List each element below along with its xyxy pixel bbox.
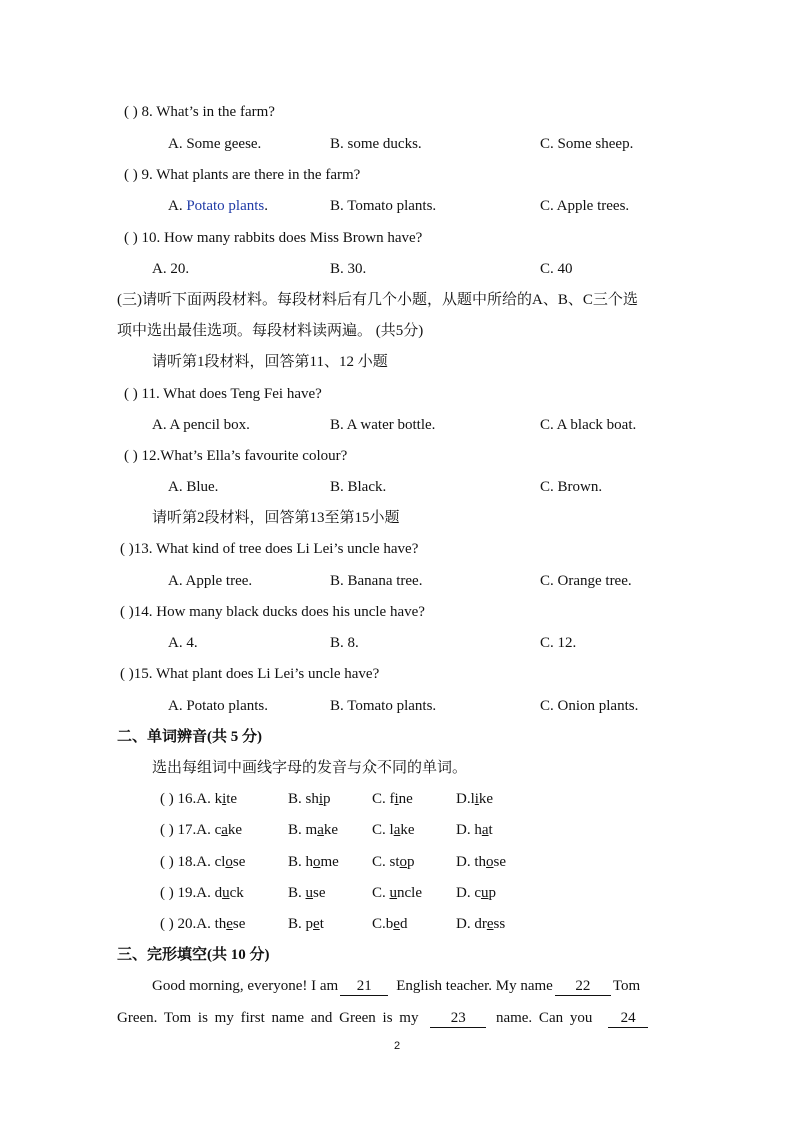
option-a[interactable]: A. Blue. — [168, 479, 219, 495]
underlined-letter: i — [474, 791, 479, 807]
cloze-blank-21[interactable]: 21 — [340, 977, 388, 996]
word-part: C.b — [372, 916, 394, 933]
phonics-option[interactable] — [372, 820, 415, 840]
underlined-letter: u — [222, 884, 230, 901]
question-number: 10. — [141, 230, 161, 246]
underlined-letter: e — [313, 916, 320, 933]
question-number: 9. — [141, 167, 153, 183]
cloze-text: Tom — [612, 978, 641, 994]
word-part: se — [232, 853, 246, 870]
phonics-word[interactable] — [288, 885, 326, 901]
underlined-letter: i — [222, 791, 227, 807]
phonics-word[interactable] — [196, 916, 245, 932]
phonics-row — [160, 883, 244, 903]
phonics-option[interactable] — [288, 914, 324, 934]
page-number: 2 — [393, 1040, 401, 1052]
underlined-letter: i — [394, 791, 399, 807]
question-text: 14. How many black ducks does his uncle have? — [133, 604, 425, 620]
answer-paren[interactable]: ( ) — [120, 666, 134, 682]
phonics-word[interactable] — [196, 854, 245, 870]
phonics-word[interactable] — [372, 822, 415, 838]
word-part: p — [407, 853, 415, 870]
cloze-line-1 — [152, 976, 640, 996]
question-12 — [124, 446, 347, 466]
option-c[interactable]: C. Brown. — [540, 479, 603, 495]
question-11 — [124, 384, 322, 404]
phonics-word[interactable] — [288, 791, 331, 807]
answer-paren[interactable]: ( ) — [124, 386, 142, 402]
word-part: ncle — [397, 884, 422, 901]
word-part: C. st — [372, 853, 400, 870]
option-b[interactable]: B. Tomato plants. — [330, 198, 437, 214]
underlined-letter: o — [399, 853, 408, 870]
question-13 — [120, 539, 418, 559]
word-part: A. th — [196, 916, 227, 933]
question-text: 12.What’s Ella’s favourite colour? — [141, 448, 348, 464]
underlined-letter: i — [318, 791, 324, 807]
phonics-row — [160, 789, 237, 809]
option-tail: . — [264, 198, 269, 214]
option-a[interactable]: A. A pencil box. — [152, 417, 250, 433]
option-c[interactable]: C. Some sheep. — [540, 136, 634, 152]
word-part: te — [226, 791, 238, 807]
phonics-word[interactable] — [288, 916, 324, 932]
word-part: t — [488, 822, 493, 839]
answer-paren[interactable]: ( ) — [160, 822, 178, 839]
phonics-word[interactable] — [372, 791, 413, 807]
option-c[interactable]: C. A black boat. — [540, 417, 637, 433]
phonics-word[interactable] — [456, 854, 506, 870]
option-a[interactable]: A. Apple tree. — [168, 573, 253, 589]
part3-heading-line1: (三)请听下面两段材料。每段材料后有几个小题，从题中所给的A、B、C三个选 — [117, 292, 638, 308]
question-text: 13. What kind of tree does Li Lei’s uncle have? — [133, 541, 419, 557]
word-part: B. — [288, 884, 306, 901]
phonics-option[interactable] — [456, 883, 496, 903]
answer-paren[interactable]: ( ) — [160, 791, 178, 807]
word-part: D.l — [456, 791, 475, 807]
word-part: ss — [493, 916, 506, 933]
word-part: ke — [323, 822, 339, 839]
word-part: ck — [229, 884, 244, 901]
phonics-option[interactable] — [456, 852, 506, 872]
question-14 — [120, 602, 425, 622]
option-letter: A. — [168, 198, 187, 214]
cloze-text: name. Can you — [495, 1010, 593, 1026]
answer-paren[interactable]: ( ) — [124, 230, 142, 246]
question-number: 17. — [177, 822, 197, 839]
answer-paren[interactable]: ( ) — [120, 604, 134, 620]
answer-paren[interactable]: ( ) — [124, 104, 142, 120]
phonics-word[interactable] — [456, 791, 493, 807]
cloze-text: English teacher. My name — [396, 978, 553, 994]
underlined-letter: a — [221, 822, 228, 839]
word-part: B. sh — [288, 791, 319, 807]
question-8 — [124, 102, 275, 122]
word-part: A. cl — [196, 853, 226, 870]
phonics-row — [160, 852, 245, 872]
phonics-word[interactable] — [372, 854, 415, 870]
option-a[interactable]: A. Some geese. — [168, 136, 262, 152]
phonics-word[interactable] — [196, 885, 244, 901]
cloze-text: Good morning, everyone! I am — [152, 978, 339, 994]
answer-paren[interactable]: ( ) — [124, 448, 142, 464]
option-b[interactable]: B. Tomato plants. — [330, 698, 437, 714]
word-part: p — [323, 791, 331, 807]
cloze-blank-22[interactable]: 22 — [555, 977, 611, 996]
word-part: C. l — [372, 822, 394, 839]
option-c[interactable]: C. 12. — [540, 635, 577, 651]
option-text-highlight: Potato plants — [186, 198, 265, 214]
option-b[interactable]: B. 30. — [330, 261, 367, 277]
word-part: se — [493, 853, 506, 870]
underlined-letter: o — [225, 853, 233, 870]
answer-paren[interactable]: ( ) — [160, 916, 178, 933]
underlined-letter: o — [313, 853, 321, 870]
underlined-letter: u — [389, 884, 398, 901]
question-number: 19. — [177, 884, 197, 901]
phonics-option[interactable] — [288, 852, 339, 872]
phonics-option[interactable] — [372, 883, 422, 903]
word-part: A. c — [196, 822, 222, 839]
phonics-word[interactable] — [372, 916, 407, 932]
section-3-title: 三、完形填空(共 10 分) — [117, 947, 270, 963]
option-a[interactable]: A. 20. — [152, 261, 190, 277]
option-b[interactable]: B. Black. — [330, 479, 387, 495]
underlined-letter: e — [393, 916, 400, 933]
word-part: ke — [227, 822, 243, 839]
word-part: p — [488, 884, 496, 901]
cloze-blank-23[interactable]: 23 — [430, 1009, 486, 1028]
option-a[interactable]: A. 4. — [168, 635, 198, 651]
underlined-letter: u — [305, 884, 314, 901]
question-10 — [124, 228, 422, 248]
word-part: C. f — [372, 791, 395, 807]
phonics-word[interactable] — [288, 854, 339, 870]
word-part: D. dr — [456, 916, 487, 933]
option-b[interactable]: B. some ducks. — [330, 136, 422, 152]
phonics-option[interactable] — [456, 914, 505, 934]
option-b[interactable]: B. 8. — [330, 635, 359, 651]
phonics-row — [160, 820, 242, 840]
answer-paren[interactable]: ( ) — [160, 853, 178, 870]
option-c[interactable]: C. Onion plants. — [540, 698, 639, 714]
cloze-blank-24[interactable]: 24 — [608, 1009, 648, 1028]
underlined-letter: u — [481, 884, 489, 901]
section-2-title: 二、单词辨音(共 5 分) — [117, 729, 262, 745]
word-part: ke — [478, 791, 494, 807]
word-part: D. c — [456, 884, 481, 901]
word-part: A. k — [196, 791, 223, 807]
word-part: D. h — [456, 822, 482, 839]
phonics-option[interactable] — [456, 789, 493, 809]
underlined-letter: a — [393, 822, 401, 839]
material-1-instruction: 请听第1段材料，回答第11、12 小题 — [152, 354, 388, 370]
underlined-letter: a — [317, 822, 324, 839]
section-2-instruction: 选出每组词中画线字母的发音与众不同的单词。 — [152, 760, 468, 776]
phonics-word[interactable] — [372, 885, 422, 901]
material-2-instruction: 请听第2段材料，回答第13至第15小题 — [152, 510, 400, 526]
question-number: 18. — [177, 853, 197, 870]
phonics-option[interactable] — [288, 820, 338, 840]
word-part: me — [320, 853, 339, 870]
phonics-option[interactable] — [372, 852, 415, 872]
underlined-letter: e — [486, 916, 494, 933]
part3-heading-line2: 项中选出最佳选项。每段材料读两遍。 (共5分) — [117, 323, 424, 339]
phonics-option[interactable] — [372, 914, 407, 934]
question-number: 16. — [177, 791, 197, 807]
phonics-word[interactable] — [456, 916, 505, 932]
question-number: 8. — [141, 104, 153, 120]
phonics-option[interactable] — [372, 789, 413, 809]
question-text: What’s in the farm? — [152, 104, 275, 120]
underlined-letter: e — [226, 916, 233, 933]
word-part: B. p — [288, 916, 314, 933]
word-part: d — [399, 916, 408, 933]
phonics-option[interactable] — [288, 883, 326, 903]
phonics-option[interactable] — [456, 820, 493, 840]
underlined-letter: a — [481, 822, 489, 839]
cloze-text: Green. Tom is my first name and Green is my — [117, 1010, 419, 1026]
option-b[interactable]: B. Banana tree. — [330, 573, 423, 589]
option-c[interactable]: C. 40 — [540, 261, 573, 277]
option-b[interactable]: B. A water bottle. — [330, 417, 436, 433]
word-part: se — [313, 884, 326, 901]
word-part: se — [232, 916, 246, 933]
answer-paren[interactable]: ( ) — [120, 541, 134, 557]
phonics-word[interactable] — [196, 791, 237, 807]
word-part: ne — [398, 791, 413, 807]
phonics-word[interactable] — [456, 885, 496, 901]
phonics-word[interactable] — [456, 822, 493, 838]
question-15 — [120, 664, 379, 684]
word-part: B. m — [288, 822, 318, 839]
cloze-line-2 — [117, 1008, 674, 1028]
question-text: How many rabbits does Miss Brown have? — [160, 230, 423, 246]
option-a[interactable]: A. Potato plants. — [168, 698, 268, 714]
word-part: D. th — [456, 853, 486, 870]
answer-paren[interactable]: ( ) — [160, 884, 178, 901]
phonics-row — [160, 914, 245, 934]
answer-paren[interactable]: ( ) — [124, 167, 142, 183]
option-a[interactable] — [168, 196, 268, 216]
question-text: What plants are there in the farm? — [152, 167, 361, 183]
word-part: t — [319, 916, 324, 933]
question-text: 11. What does Teng Fei have? — [141, 386, 322, 402]
word-part: ke — [400, 822, 415, 839]
underlined-letter: o — [486, 853, 494, 870]
phonics-option[interactable] — [288, 789, 331, 809]
option-c[interactable]: C. Orange tree. — [540, 573, 632, 589]
phonics-word[interactable] — [196, 822, 242, 838]
question-text: 15. What plant does Li Lei’s uncle have? — [133, 666, 380, 682]
word-part: A. d — [196, 884, 223, 901]
question-9 — [124, 165, 360, 185]
word-part: C. — [372, 884, 390, 901]
option-c[interactable]: C. Apple trees. — [540, 198, 630, 214]
word-part: B. h — [288, 853, 314, 870]
phonics-word[interactable] — [288, 822, 338, 838]
question-number: 20. — [177, 916, 197, 933]
